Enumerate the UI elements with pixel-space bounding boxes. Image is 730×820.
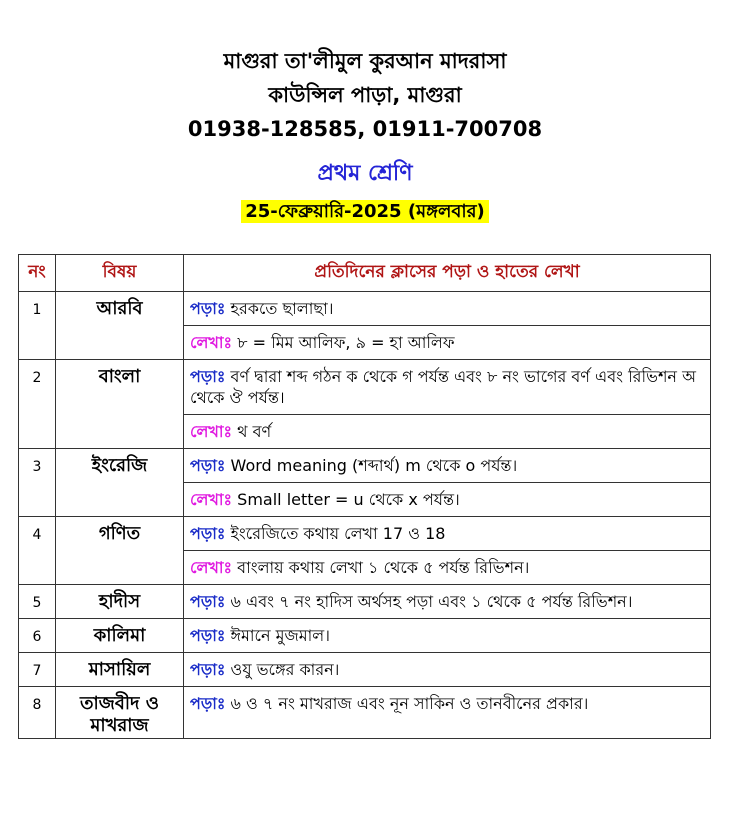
reading-cell xyxy=(184,360,711,415)
subject-name: কালিমা xyxy=(56,619,184,653)
row-number: 3 xyxy=(19,449,56,517)
reading-cell xyxy=(184,585,711,619)
writing-label: লেখাঃ xyxy=(190,333,233,352)
row-number: 4 xyxy=(19,517,56,585)
school-name: মাগুরা তা'লীমুল কুরআন মাদরাসা xyxy=(223,49,507,73)
reading-text: বর্ণ দ্বারা শব্দ গঠন ক থেকে গ পর্যন্ত এবং ৮ নং ভাগের বর্ণ এবং রিভিশন অ থেকে ঔ পর্যন্ত। xyxy=(190,367,696,407)
reading-text: ঈমানে মুজমাল। xyxy=(225,626,330,645)
subject-name: আরবি xyxy=(56,292,184,360)
document-header xyxy=(0,44,730,226)
column-header-subject: বিষয় xyxy=(56,255,184,292)
subject-name: গণিত xyxy=(56,517,184,585)
writing-label: লেখাঃ xyxy=(190,422,233,441)
subject-name: তাজবীদ ও মাখরাজ xyxy=(56,687,184,739)
reading-label: পড়াঃ xyxy=(190,660,226,679)
writing-cell xyxy=(184,415,711,449)
table-row xyxy=(19,292,711,326)
reading-text: হরকতে ছালাছা। xyxy=(225,299,334,318)
subject-name: হাদীস xyxy=(56,585,184,619)
reading-cell xyxy=(184,653,711,687)
column-header-no: নং xyxy=(19,255,56,292)
subject-name: বাংলা xyxy=(56,360,184,449)
column-header-work: প্রতিদিনের ক্লাসের পড়া ও হাতের লেখা xyxy=(184,255,711,292)
writing-text: ৮ = মিম আলিফ, ৯ = হা আলিফ xyxy=(232,333,455,352)
subject-name: মাসায়িল xyxy=(56,653,184,687)
row-number: 5 xyxy=(19,585,56,619)
writing-label: লেখাঃ xyxy=(190,490,233,509)
class-title: প্রথম শ্রেণি xyxy=(317,161,413,186)
school-address: কাউন্সিল পাড়া, মাগুরা xyxy=(268,83,462,107)
writing-cell xyxy=(184,483,711,517)
reading-cell xyxy=(184,449,711,483)
row-number: 1 xyxy=(19,292,56,360)
writing-text: Small letter = u থেকে x পর্যন্ত। xyxy=(232,490,460,509)
writing-text: থ বর্ণ xyxy=(232,422,272,441)
date-line xyxy=(0,198,730,226)
reading-label: পড়াঃ xyxy=(190,592,226,611)
writing-cell xyxy=(184,326,711,360)
subject-name: ইংরেজি xyxy=(56,449,184,517)
table-row xyxy=(19,585,711,619)
reading-cell xyxy=(184,687,711,739)
date-badge: 25-ফেব্রুয়ারি-2025 (মঙ্গলবার) xyxy=(241,200,489,223)
reading-text: ৬ এবং ৭ নং হাদিস অর্থসহ পড়া এবং ১ থেকে ৫ পর্যন্ত রিভিশন। xyxy=(225,592,633,611)
reading-cell xyxy=(184,619,711,653)
row-number: 8 xyxy=(19,687,56,739)
table-header-row xyxy=(19,255,711,292)
reading-label: পড়াঃ xyxy=(190,299,226,318)
reading-text: ইংরেজিতে কথায় লেখা 17 ও 18 xyxy=(225,524,446,543)
reading-label: পড়াঃ xyxy=(190,626,226,645)
reading-label: পড়াঃ xyxy=(190,456,226,475)
reading-text: ওযু ভঙ্গের কারন। xyxy=(225,660,340,679)
reading-label: পড়াঃ xyxy=(190,367,226,386)
reading-cell xyxy=(184,517,711,551)
table-row xyxy=(19,360,711,415)
writing-cell xyxy=(184,551,711,585)
table-body xyxy=(19,292,711,739)
table-row xyxy=(19,653,711,687)
row-number: 2 xyxy=(19,360,56,449)
table-row xyxy=(19,449,711,483)
table-row xyxy=(19,687,711,739)
row-number: 6 xyxy=(19,619,56,653)
table-row xyxy=(19,619,711,653)
table-row xyxy=(19,517,711,551)
writing-label: লেখাঃ xyxy=(190,558,233,577)
reading-cell xyxy=(184,292,711,326)
routine-table xyxy=(18,254,711,739)
writing-text: বাংলায় কথায় লেখা ১ থেকে ৫ পর্যন্ত রিভিশন। xyxy=(232,558,530,577)
phone-numbers: 01938-128585, 01911-700708 xyxy=(187,117,543,141)
reading-label: পড়াঃ xyxy=(190,524,226,543)
row-number: 7 xyxy=(19,653,56,687)
reading-text: Word meaning (শব্দার্থ) m থেকে o পর্যন্ত। xyxy=(225,456,518,475)
reading-text: ৬ ও ৭ নং মাখরাজ এবং নূন সাকিন ও তানবীনের প্রকার। xyxy=(225,694,589,713)
reading-label: পড়াঃ xyxy=(190,694,226,713)
